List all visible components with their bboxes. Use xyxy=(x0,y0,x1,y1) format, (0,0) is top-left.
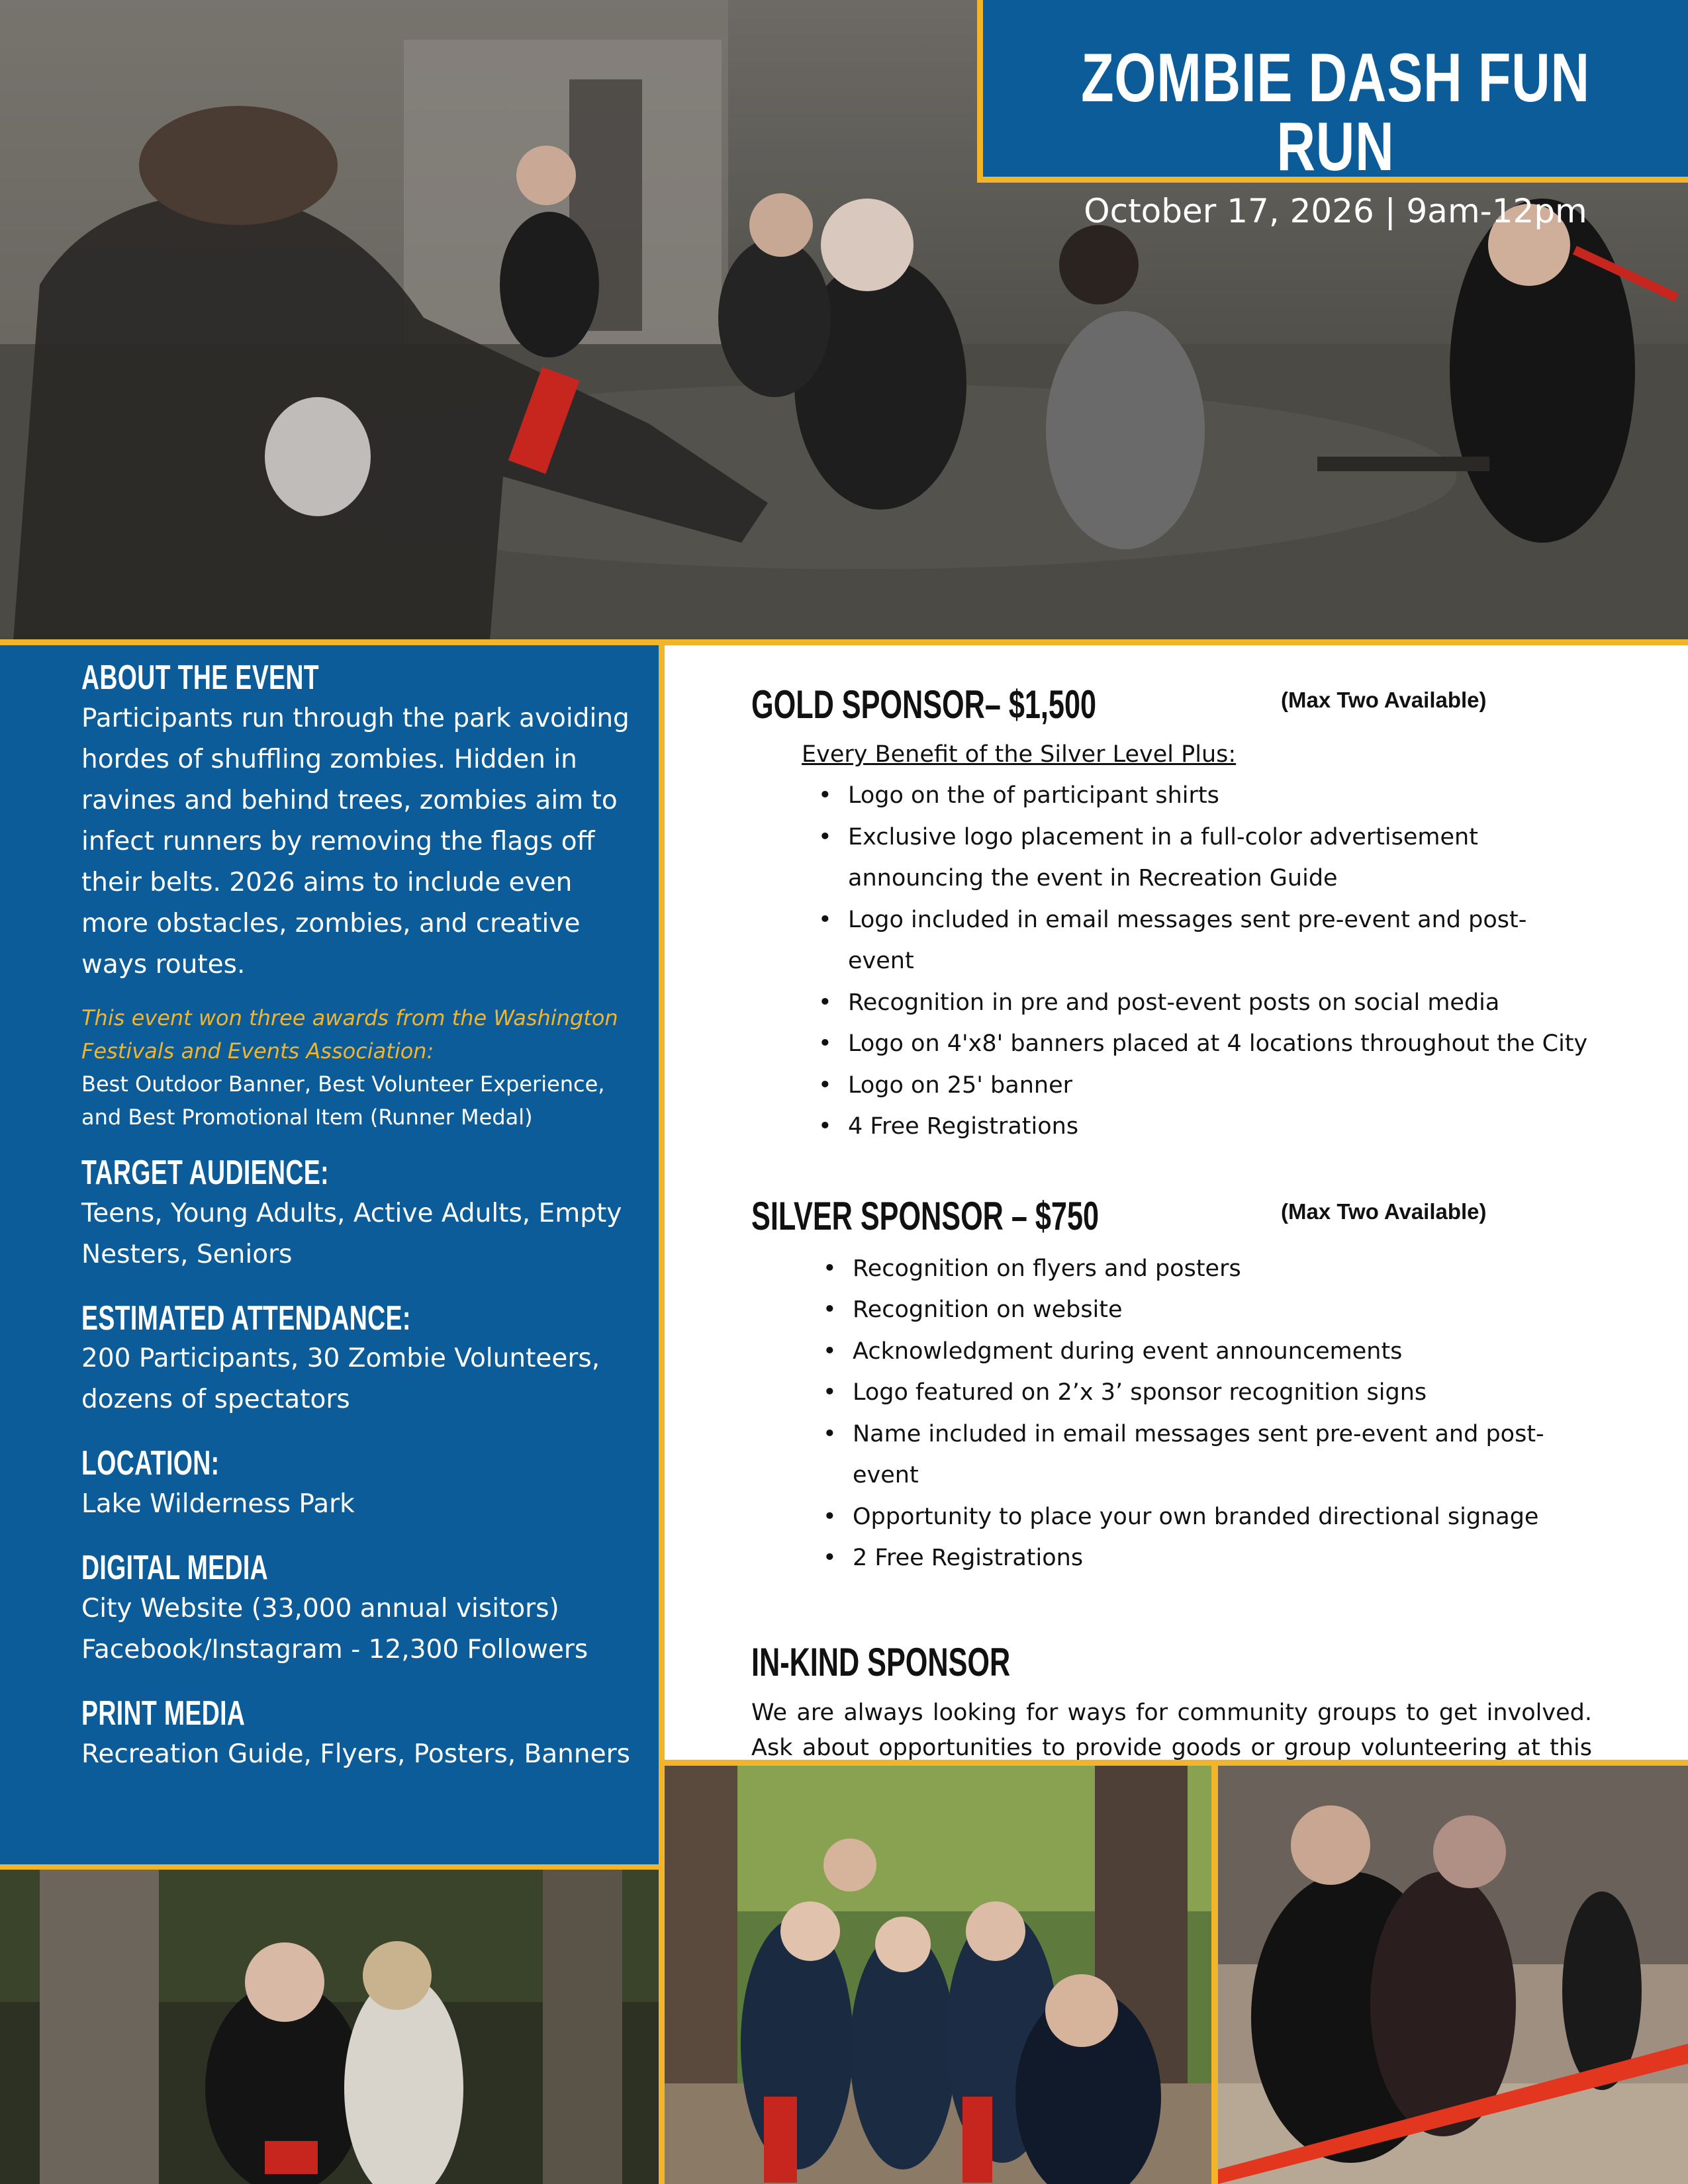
event-title-box xyxy=(977,0,1688,230)
benefit-item: • 2 Free Registrations xyxy=(853,1537,1592,1579)
silver-sponsor-header xyxy=(751,1190,1592,1243)
benefit-item: • Name included in email messages sent pre-event and post-event xyxy=(853,1414,1592,1496)
silver-sponsor-heading: SILVER SPONSOR – $750 xyxy=(751,1193,1100,1238)
digital-media-website: City Website (33,000 annual visitors) xyxy=(81,1593,559,1623)
award-note: This event won three awards from the Washington Festivals and Events Association: xyxy=(81,1005,618,1064)
gold-availability-note: (Max Two Available) xyxy=(1281,688,1487,712)
inkind-sponsor-header xyxy=(751,1636,1592,1689)
print-media-body: Recreation Guide, Flyers, Posters, Banners xyxy=(81,1739,630,1769)
inkind-sponsor-body: We are always looking for ways for community groups to get involved. Ask about opportunities to provide goods or group volunteering at this xyxy=(751,1699,1592,1761)
benefit-item: • Logo on 25' banner xyxy=(848,1065,1592,1107)
gold-sponsor-heading: GOLD SPONSOR– $1,500 xyxy=(751,682,1096,727)
gold-rule-top xyxy=(0,639,1688,645)
about-heading: ABOUT THE EVENT xyxy=(81,659,320,697)
benefit-item: • Recognition on website xyxy=(853,1289,1592,1331)
digital-media-social: Facebook/Instagram - 12,300 Followers xyxy=(81,1634,588,1664)
attendance-heading: ESTIMATED ATTENDANCE: xyxy=(81,1298,411,1338)
print-media-heading: PRINT MEDIA xyxy=(81,1694,246,1733)
bottom-right-photo xyxy=(1218,1766,1688,2184)
attendance-body: 200 Participants, 30 Zombie Volunteers, dozens of spectators xyxy=(81,1343,600,1415)
benefit-item: • Logo included in email messages sent pre-event and post-event xyxy=(848,899,1592,982)
gold-sponsor-header xyxy=(751,678,1592,731)
event-date: October 17, 2026 | 9am-12pm xyxy=(1084,192,1587,230)
benefit-item: • Recognition in pre and post-event posts on social media xyxy=(848,982,1592,1024)
gold-rule-left-panel-bottom xyxy=(0,1864,665,1870)
audience-body: Teens, Young Adults, Active Adults, Empty Nesters, Seniors xyxy=(81,1198,622,1269)
benefit-item: • Recognition on flyers and posters xyxy=(853,1248,1592,1290)
audience-heading: TARGET AUDIENCE: xyxy=(81,1153,329,1192)
benefit-item: • Exclusive logo placement in a full-color advertisement announcing the event in Recreation Guide xyxy=(848,817,1592,899)
silver-availability-note: (Max Two Available) xyxy=(1281,1199,1487,1224)
benefit-item: • Acknowledgment during event announcements xyxy=(853,1331,1592,1373)
silver-benefits-list xyxy=(853,1248,1592,1579)
inkind-sponsor-heading: IN-KIND SPONSOR xyxy=(751,1639,1011,1684)
sponsorship-levels xyxy=(751,678,1592,1801)
event-info-panel xyxy=(0,645,659,1864)
benefit-item: • Opportunity to place your own branded directional signage xyxy=(853,1496,1592,1538)
benefit-item: • Logo on 4'x8' banners placed at 4 locations throughout the City xyxy=(848,1023,1592,1065)
location-body: Lake Wilderness Park xyxy=(81,1489,355,1520)
bottom-left-photo xyxy=(0,1870,659,2184)
about-body: Participants run through the park avoiding hordes of shuffling zombies. Hidden in ravines and behind trees, zombies aim to infect runners by removing the flags off their belts. 2026 aims to include even more obstacles, zombies, and creative ways routes. xyxy=(81,703,630,979)
benefit-item: • Logo featured on 2’x 3’ sponsor recognition signs xyxy=(853,1372,1592,1414)
gold-subheading: Every Benefit of the Silver Level Plus: xyxy=(802,741,1237,768)
benefit-item: • 4 Free Registrations xyxy=(848,1106,1592,1148)
gold-rule-bottom-divider xyxy=(1211,1760,1218,2184)
gold-benefits-list xyxy=(848,775,1592,1148)
award-list: Best Outdoor Banner, Best Volunteer Experience, and Best Promotional Item (Runner Medal) xyxy=(81,1071,605,1130)
digital-media-heading: DIGITAL MEDIA xyxy=(81,1549,269,1588)
benefit-item: • Logo on the of participant shirts xyxy=(848,775,1592,817)
location-heading: LOCATION: xyxy=(81,1444,220,1483)
bottom-middle-photo xyxy=(665,1766,1211,2184)
gold-rule-left-panel-right xyxy=(659,639,665,2184)
event-title: ZOMBIE DASH FUN RUN xyxy=(1081,40,1590,185)
